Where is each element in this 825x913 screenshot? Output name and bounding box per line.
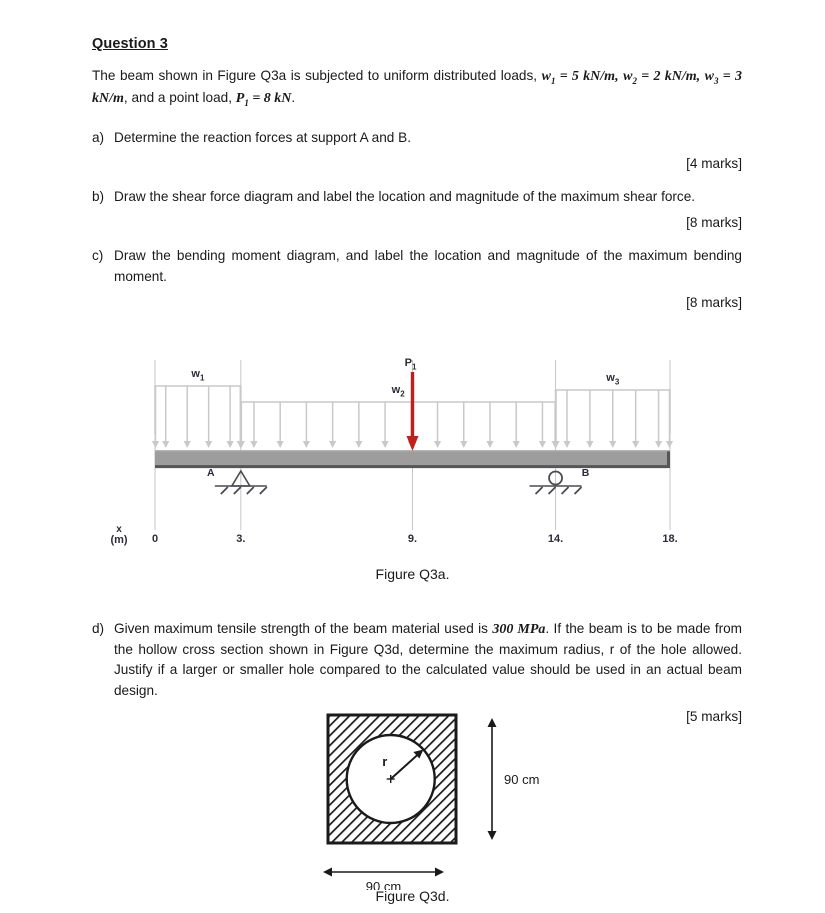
figure-q3a-beam-diagram [0, 352, 825, 564]
support-hatch-0 [221, 487, 228, 494]
load-arrow-w1-0 [162, 386, 169, 448]
load-arrow-w2-8-head [460, 441, 467, 448]
tensile-strength-value: 300 MPa [492, 622, 546, 637]
load-arrow-w2-2-head [303, 441, 310, 448]
load-arrow-w3-2-head [609, 441, 616, 448]
beam-diagram-svg [0, 352, 825, 564]
load-arrow-w2-3 [329, 402, 336, 448]
support-hatch-2 [247, 487, 254, 494]
point-load-p1 [407, 372, 419, 451]
part-d-text [114, 619, 742, 701]
load-arrow-w2-0-head [250, 441, 257, 448]
load-arrow-w2-9 [486, 402, 493, 448]
load-arrow-w3-3-head [632, 441, 639, 448]
load-label-w1: $w_1$ [191, 368, 205, 383]
w2-symbol: $w_2 = 2$ kN/m, [623, 69, 701, 86]
load-arrow-w3-2 [609, 390, 616, 448]
load-arrow-w3-4 [655, 390, 662, 448]
figure-q3d-caption: Figure Q3d. [375, 888, 450, 904]
radius-label: r [382, 754, 388, 769]
load-arrow-w1-0-head [162, 441, 169, 448]
question-part-a [92, 128, 742, 148]
point-load-head [407, 436, 419, 451]
intro-text-1: The beam shown in Figure Q3a is subjected to uniform distributed loads, [92, 68, 542, 83]
distributed-load-w1 [155, 386, 241, 434]
figure-q3d-cross-section [285, 700, 585, 890]
distributed-load-w2 [241, 402, 556, 434]
load-arrow-w2-start [238, 402, 245, 448]
part-c-marks: [8 marks] [686, 295, 742, 311]
part-b-text: Draw the shear force diagram and label the location and magnitude of the maximum shear force. [114, 189, 696, 205]
load-arrow-w2-4-head [355, 441, 362, 448]
axis-label-x: x [116, 524, 122, 535]
load-arrow-w2-5-head [381, 441, 388, 448]
height-dim-arrow-top [488, 718, 497, 727]
support-label-b: B [581, 467, 590, 479]
figure-q3a-caption: Figure Q3a. [375, 566, 450, 582]
axis-tick-label-0: 0 [151, 533, 159, 545]
part-d-marks: [5 marks] [686, 709, 742, 725]
load-arrow-w2-3-head [329, 441, 336, 448]
support-hatch-0 [536, 487, 543, 494]
page-title: Question 3 [92, 36, 168, 52]
axis-tick-label-18: 18. [662, 533, 678, 545]
height-dimension-label: 90 cm [504, 772, 540, 787]
question-intro-paragraph [92, 66, 742, 110]
axis-label-unit: (m) [110, 534, 128, 546]
support-hatch-3 [575, 487, 582, 494]
load-arrow-w2-7-head [434, 441, 441, 448]
load-label-w3: $w_3$ [606, 372, 620, 387]
support-label-a: A [207, 467, 215, 479]
width-dim-arrow-left [323, 868, 332, 877]
question-part-b [92, 187, 742, 207]
load-arrow-w3-end-head [666, 441, 673, 448]
load-block-outline-w1 [155, 386, 241, 434]
load-arrow-w1-3 [227, 386, 234, 448]
load-arrow-w2-10-head [513, 441, 520, 448]
support-hatch-1 [234, 487, 241, 494]
support-a [207, 467, 267, 494]
support-hatch-2 [562, 487, 569, 494]
load-arrow-w1-3-head [227, 441, 234, 448]
load-arrow-w2-1-head [277, 441, 284, 448]
load-arrow-w1-start [152, 386, 159, 448]
load-block-outline-w2 [241, 402, 556, 434]
axis-tick-label-9: 9. [407, 533, 418, 545]
load-arrow-w2-1 [277, 402, 284, 448]
load-label-w2: $w_2$ [391, 384, 405, 399]
p1-symbol: $P_1 = 8$ kN [235, 90, 292, 108]
part-c-text: Draw the bending moment diagram, and label the location and magnitude of the maximum bending moment. [114, 248, 742, 284]
part-a-label: a) [92, 129, 105, 145]
part-d-text-2: . If the beam is to be made from the hollow cross section shown in Figure Q3d, determine the maximum radius, r of the hole allowed. Justify if a larger or smaller hole compared to the calculated value should be used in an actual beam design. [114, 621, 743, 698]
support-hatch-1 [549, 487, 556, 494]
question-part-d [92, 619, 742, 701]
load-arrow-w2-0 [250, 402, 257, 448]
support-b [530, 467, 590, 494]
intro-text-2: , and a point load, [123, 89, 236, 105]
load-arrow-w3-3 [632, 390, 639, 448]
cross-section-svg [285, 700, 585, 890]
axis-tick-label-14: 14. [547, 533, 564, 545]
load-arrow-w2-2 [303, 402, 310, 448]
w3-symbol: $w_3 = 3$ kN/m [92, 69, 742, 106]
load-arrow-w3-1 [586, 390, 593, 448]
load-arrow-w3-4-head [655, 441, 662, 448]
question-text-block [92, 36, 742, 326]
support-hatch-3 [260, 487, 267, 494]
load-arrow-w3-1-head [586, 441, 593, 448]
load-arrow-w1-1 [184, 386, 191, 448]
load-arrow-w3-start [552, 390, 559, 448]
point-load-label-p1: $P_1$ [404, 357, 417, 372]
load-arrow-w2-10 [513, 402, 520, 448]
part-d-label: d) [92, 621, 105, 636]
load-arrow-w3-end [666, 390, 673, 448]
load-arrow-w3-0 [563, 390, 570, 448]
part-a-text: Determine the reaction forces at support A and B. [114, 129, 411, 145]
load-arrow-w2-11-head [539, 441, 546, 448]
load-arrow-w2-11 [539, 402, 546, 448]
load-arrow-w2-5 [381, 402, 388, 448]
load-arrow-w2-7 [434, 402, 441, 448]
w1-symbol: $w_1 = 5$ kN/m, [541, 69, 619, 86]
part-d-text-1: Given maximum tensile strength of the beam material used is [114, 621, 493, 636]
height-dim-arrow-bottom [488, 831, 497, 840]
load-arrow-w1-1-head [184, 441, 191, 448]
load-arrow-w2-8 [460, 402, 467, 448]
load-arrow-w2-4 [355, 402, 362, 448]
width-dim-arrow-right [435, 868, 444, 877]
intro-text-3: . [291, 89, 296, 105]
width-dimension-label: 90 cm [365, 879, 402, 890]
load-arrow-w1-2-head [205, 441, 212, 448]
load-arrow-w3-0-head [563, 441, 570, 448]
width-dimension [323, 868, 444, 877]
part-c-label: c) [92, 248, 104, 264]
part-b-label: b) [92, 189, 105, 205]
part-b-marks: [8 marks] [686, 215, 742, 231]
height-dimension [488, 718, 497, 840]
part-a-marks: [4 marks] [686, 156, 742, 172]
axis-tick-label-3: 3. [236, 533, 246, 545]
load-arrow-w2-9-head [486, 441, 493, 448]
load-arrow-w1-2 [205, 386, 212, 448]
question-part-c [92, 246, 742, 287]
load-arrow-w1-start-head [152, 441, 159, 448]
